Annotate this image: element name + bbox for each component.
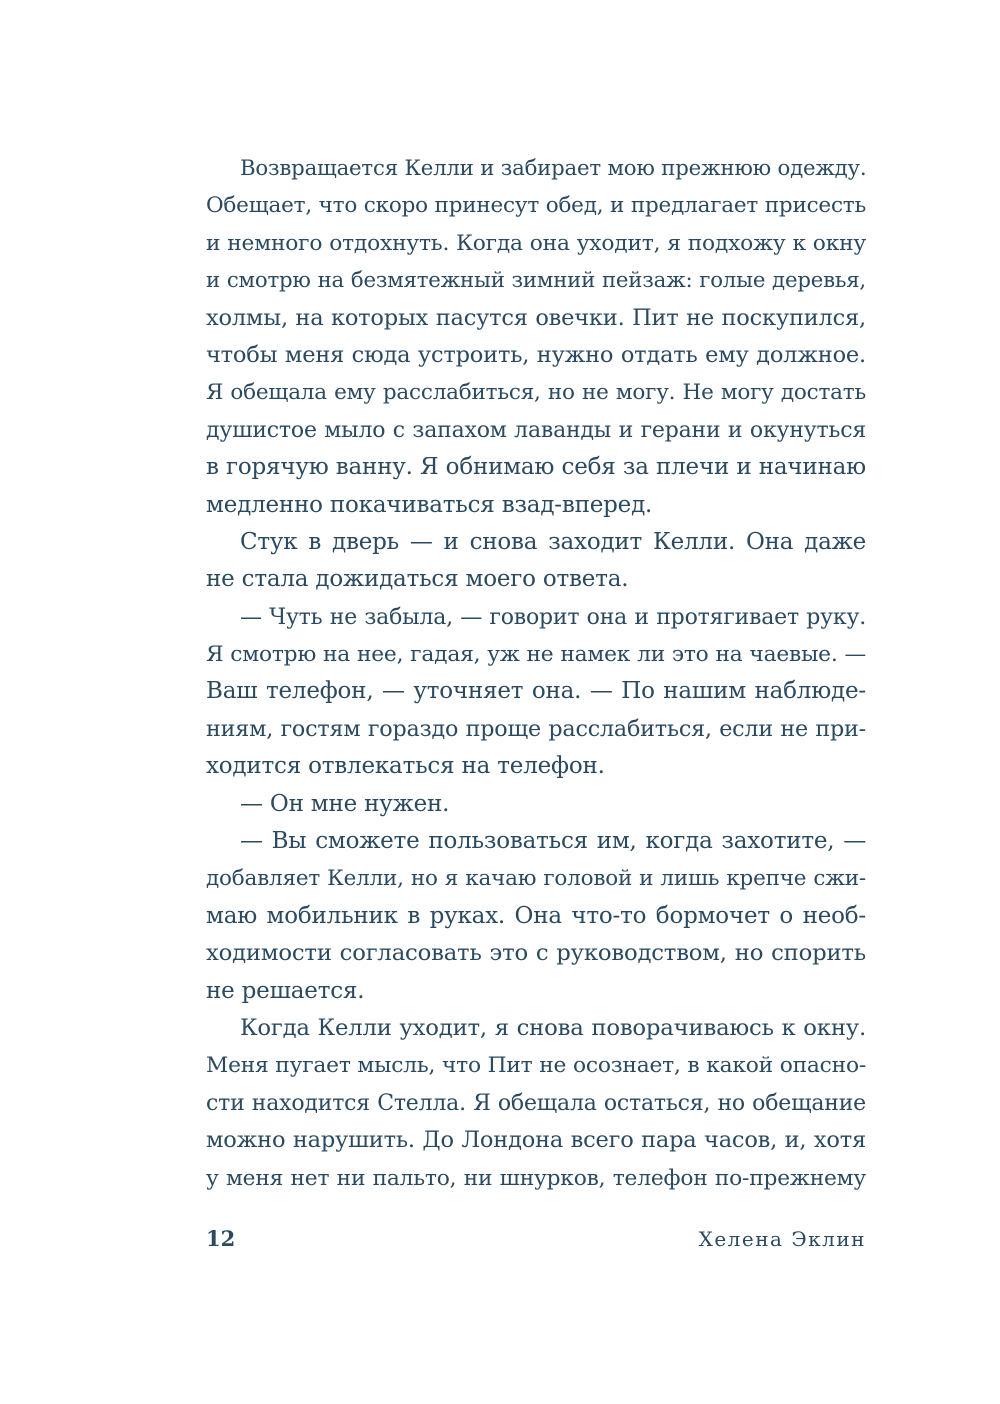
text-line: и немного отдохнуть. Когда она уходит, я подхожу к окну [206,230,866,256]
text-line: не решается. [206,977,365,1004]
text-line: ходимости согласовать это с руководством, но спорить [206,940,866,967]
text-line: ниям, гостям гораздо проще расслабиться, если не при- [206,715,866,742]
text-line: можно нарушить. До Лондона всего пара часов, и, хотя [206,1127,866,1154]
text-line: чтобы меня сюда устроить, нужно отдать ему должное. [206,341,866,368]
text-line: не стала дожидаться моего ответа. [206,566,629,593]
text-line: сти находится Стелла. Я обещала остаться, но обещание [206,1090,866,1116]
text-line: — Он мне нужен. [240,790,450,817]
text-line: — Чуть не забыла, — говорит она и протягивает руку. [240,604,866,630]
text-line: Я обещала ему расслабиться, но не могу. Не могу достать [206,380,866,406]
text-line: и смотрю на безмятежный зимний пейзаж: голые деревья, [206,268,866,294]
page-number: 12 [206,1226,236,1251]
text-line: душистое мыло с запахом лаванды и герани и окунуться [206,417,866,443]
text-line: Обещает, что скоро принесут обед, и предлагает присесть [206,193,866,219]
text-line: медленно покачиваться взад-вперед. [206,491,653,518]
text-line: холмы, на которых пасутся овечки. Пит не поскупился, [206,304,866,331]
text-line: Когда Келли уходит, я снова поворачиваюсь к окну. [240,1014,866,1041]
text-line: добавляет Келли, но я качаю головой и лишь крепче сжи- [206,866,866,892]
body-text [206,150,866,1197]
text-line: у меня нет ни пальто, ни шнурков, телефон по-прежнему [206,1165,866,1191]
page-footer [206,1224,866,1254]
text-line: Меня пугает мысль, что Пит не осознает, в какой опасно- [206,1053,866,1079]
text-line: Ваш телефон, — уточняет она. — По нашим наблюде- [206,678,866,705]
text-line: Стук в дверь — и снова заходит Келли. Она даже [240,528,866,555]
running-head-author: Хелена Эклин [698,1227,866,1251]
text-line: ходится отвлекаться на телефон. [206,753,605,780]
text-line: маю мобильник в руках. Она что-то бормочет о необ- [206,902,866,929]
text-line: в горячую ванну. Я обнимаю себя за плечи и начинаю [206,454,866,481]
text-line: Я смотрю на нее, гадая, уж не намек ли это на чаевые. — [206,642,866,668]
text-line: Возвращается Келли и забирает мою прежнюю одежду. [240,156,867,181]
text-line: — Вы сможете пользоваться им, когда захотите, — [240,828,866,855]
